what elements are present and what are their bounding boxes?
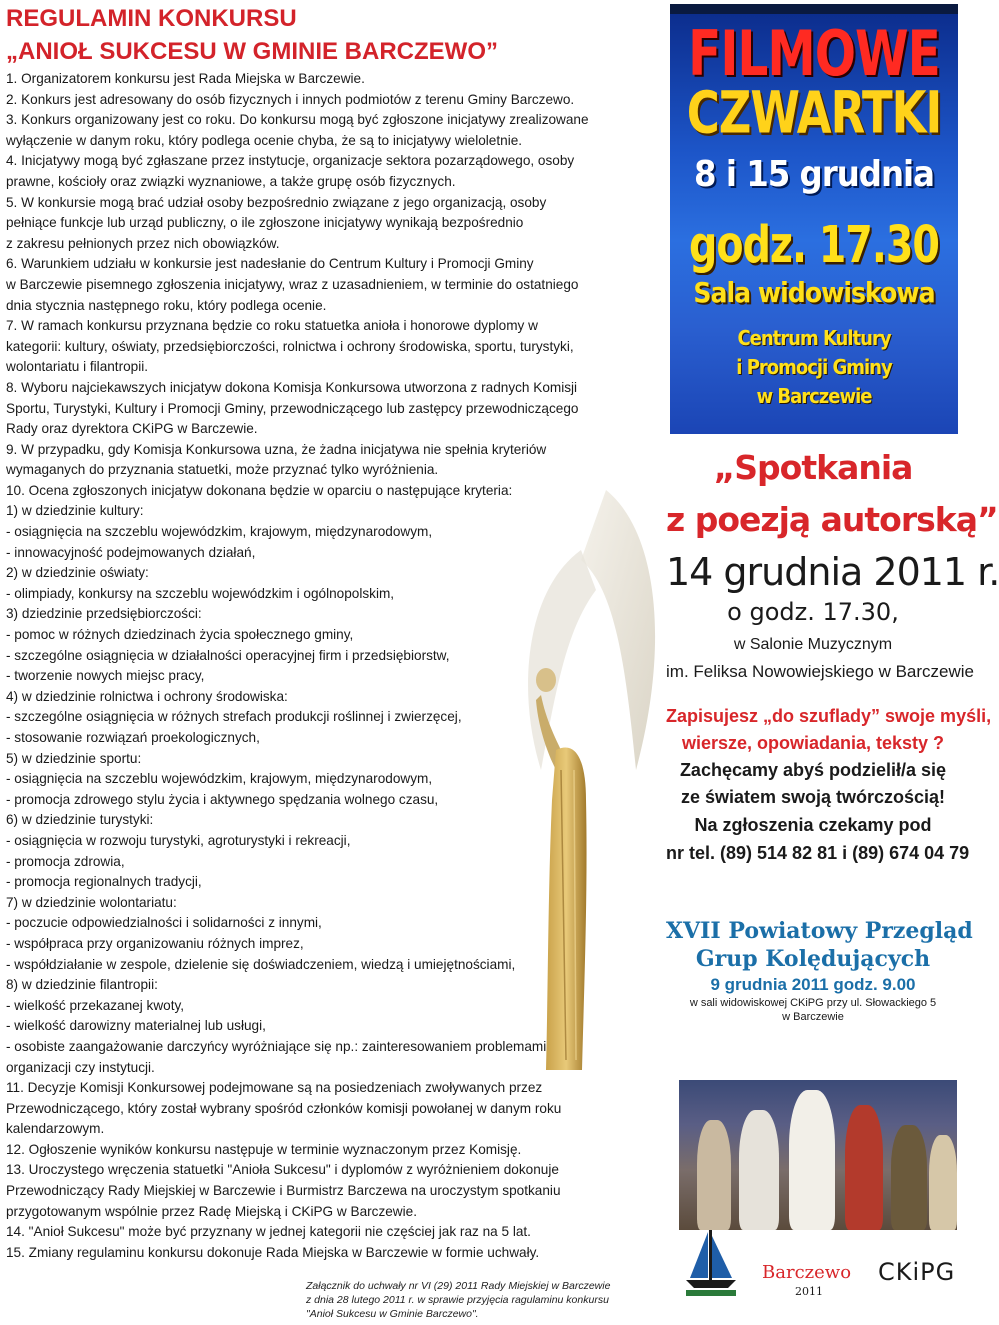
ckipg-logo: CKiPG [878,1258,956,1286]
regulation-line: - współpraca przy organizowaniu różnych imprez, [6,935,304,951]
regulation-line: 4) w dziedzinie rolnictwa i ochrony środowiska: [6,688,288,704]
announcements-column [666,0,999,1325]
regulation-line: - olimpiady, konkursy na szczeblu wojewódzkim i ogólnopolskim, [6,585,395,601]
regulation-line: - poczucie odpowiedzialności i solidarności z innymi, [6,915,322,931]
regulation-line: z zakresu pełnionych przez nich obowiązków. [6,235,280,251]
regulation-line: 8) w dziedzinie filantropii: [6,977,158,993]
carol-review-place-line1: w sali widowiskowej CKiPG przy ul. Słowackiego 5 [689,997,937,1009]
film-thursdays-poster [670,4,958,434]
photo-figure [891,1125,927,1230]
regulation-line: 15. Zmiany regulaminu konkursu dokonuje Rada Miejska w Barczewie w formie uchwały. [6,1244,540,1260]
poetry-place-line1: w Salonie Muzycznym [733,636,893,653]
footnote-line: Załącznik do uchwały nr VI (29) 2011 Rady Miejskiej w Barczewie [306,1280,611,1292]
regulation-line: - osiągnięcia na szczeblu wojewódzkim, krajowym, międzynarodowym, [6,771,433,787]
regulation-line: - współdziałanie w zespole, dzielenie się doświadczeniem, wiedzą i umiejętnościami, [6,956,516,972]
regulation-line: 1. Organizatorem konkursu jest Rada Miejska w Barczewie. [6,71,365,86]
regulation-line: 4. Inicjatywy mogą być zgłaszane przez instytucje, organizacje sektora pozarządowego, osoby [6,153,575,169]
regulation-line: 7) w dziedzinie wolontariatu: [6,894,177,910]
regulation-line: 3) dziedzinie przedsiębiorczości: [6,606,202,622]
poster-title-line1: FILMOWE [688,17,940,90]
photo-figure [739,1110,779,1230]
regulation-line: Przewodniczący Rady Miejskiej w Barczewie i Burmistrz Barczewa na uroczystym spotkaniu [6,1183,561,1199]
regulation-line: 7. W ramach konkursu przyznana będzie co roku statuetka anioła i honorowe dyplomy w [6,318,538,334]
regulation-line: kalendarzowym. [6,1121,105,1137]
regulation-line: Przewodniczącego, który został wybrany spośród członków komisji powołanej w danym roku [6,1100,562,1116]
footnote-line: "Anioł Sukcesu w Gminie Barczewo". [306,1308,479,1320]
regulation-line: wolontariatu i filantropii. [6,359,149,375]
photo-figure [789,1090,835,1230]
regulation-line: - osiągnięcia na szczeblu wojewódzkim, krajowym, międzynarodowym, [6,524,433,540]
poetry-phone: nr tel. (89) 514 82 81 i (89) 674 04 79 [666,843,970,863]
carol-review-place-line2: w Barczewie [782,1011,844,1023]
poster-hall: Sala widowiskowa [693,276,935,309]
regulation-line: wyłączenie w danym roku, który podlega ocenie chyba, że są to inicjatywy wieloletnie. [6,132,523,148]
photo-figure [845,1105,883,1230]
poetry-date: 14 grudnia 2011 r. [666,550,999,594]
regulation-line: 3. Konkurs organizowany jest co roku. Do konkursu mogą być zgłoszone inicjatywy zrealizowane [6,112,589,128]
carol-review-title-line2: Grup Kolędujących [695,946,931,972]
carol-review-title-line1: XVII Powiatowy Przegląd [666,918,973,944]
barczewo-ship-logo [682,1228,740,1298]
regulation-line: 13. Uroczystego wręczenia statuetki "Anioła Sukcesu" i dyplomów z wyróżnieniem dokonuje [6,1162,559,1178]
regulation-line: Rady oraz dyrektora CKiPG w Barczewie. [6,421,258,437]
poster-time: godz. 17.30 [689,216,939,275]
photo-figure [929,1135,957,1230]
resolution-footnote [306,1279,646,1321]
regulation-line: 6. Warunkiem udziału w konkursie jest nadesłanie do Centrum Kultury i Promocji Gminy [6,256,534,272]
regulation-line: 10. Ocena zgłoszonych inicjatyw dokonana będzie w oparciu o następujące kryteria: [6,482,513,498]
regulation-line: - pomoc w różnych dziedzinach życia społecznego gminy, [6,627,354,643]
poetry-title-line2: z poezją autorską” [666,500,998,539]
regulation-line: 8. Wyboru najciekawszych inicjatyw dokona Komisja Konkursowa utworzona z radnych Komisji [6,379,578,395]
poetry-invite-line2: wiersze, opowiadania, teksty ? [681,733,945,753]
poster-organizer-line1: Centrum Kultury [737,326,891,350]
poetry-invite-line4: ze światem swoją twórczością! [680,787,946,807]
regulation-line: - szczególne osiągnięcia w różnych strefach produkcji roślinnej i zwierzęcej, [6,709,462,725]
poster-organizer-line3: w Barczewie [756,384,872,408]
regulation-line: - promocja zdrowego stylu życia i aktywnego spędzania wolnego czasu, [6,791,439,807]
poetry-place-line2: im. Feliksa Nowowiejskiego w Barczewie [666,662,974,681]
poetry-invite-line1: Zapisujesz „do szuflady” swoje myśli, [666,706,992,726]
footnote-line: z dnia 28 lutego 2011 r. w sprawie przyjęcia ragulaminu konkursu [306,1294,609,1306]
regulation-line: - wielkość przekazanej kwoty, [6,997,185,1013]
regulation-line: - osobiste zaangażowanie darczyńcy wyróżniające się np.: zainteresowaniem problemami [6,1038,547,1054]
regulation-line: 1) w dziedzinie kultury: [6,503,144,519]
regulation-line: - stosowanie rozwiązań proekologicznych, [6,730,260,745]
poster-organizer-line2: i Promocji Gminy [736,355,892,379]
regulation-line: dnia stycznia następnego roku, który podlega ocenie. [6,297,327,313]
regulation-line: - osiągnięcia w rozwoju turystyki, agroturystyki i rekreacji, [6,832,351,848]
barczewo-logo-year: 2011 [795,1285,823,1298]
carolers-photo [679,1080,957,1230]
regulation-line: Sportu, Turystyki, Kultury i Promocji Gminy, przewodniczącego lub zastępcy przewodniczącego [6,400,579,416]
photo-figure [697,1120,731,1230]
regulation-line: prawne, kościoły oraz związki wyznaniowe, a także grupę osób fizycznych. [6,173,456,189]
regulation-line: 2. Konkurs jest adresowany do osób fizycznych i innych podmiotów z terenu Gminy Barczewo. [6,91,575,107]
regulation-line: - wielkość darowizny materialnej lub usługi, [6,1018,266,1034]
regulation-line: - promocja zdrowia, [6,853,125,869]
regulation-line: przygotowanym wspólnie przez Radę Miejską i CKiPG w Barczewie. [6,1203,417,1219]
regulation-line: 11. Decyzje Komisji Konkursowej podejmowane są na posiedzeniach zwoływanych przez [6,1080,543,1096]
regulation-line: 2) w dziedzinie oświaty: [6,565,149,581]
regulations-list [6,69,661,1263]
regulation-line: - szczególne osiągnięcia w działalności operacyjnej firm i przedsiębiorstw, [6,647,450,663]
regulation-line: w Barczewie pisemnego zgłoszenia inicjatywy, wraz z uzasadnieniem, w terminie do ostatniego [6,276,579,292]
regulation-line: 9. W przypadku, gdy Komisja Konkursowa uzna, że żadna inicjatywa nie spełnia kryteriów [6,441,547,457]
regulation-line: 14. "Anioł Sukcesu" może być przyznany w jednej kategorii nie częściej jak raz na 5 lat. [6,1224,531,1240]
regulation-line: - tworzenie nowych miejsc pracy, [6,668,205,684]
regulation-line: 6) w dziedzinie turystyki: [6,812,154,828]
contest-name: „ANIOŁ SUKCESU W GMINIE BARCZEWO” [6,38,498,65]
regulation-line: 5) w dziedzinie sportu: [6,750,142,766]
regulation-line: wymaganych do przyznania statuetki, może przyznać tylko wyróżnienia. [6,462,439,478]
film-strip-decoration [670,4,958,14]
regulation-line: 12. Ogłoszenie wyników konkursu następuje w terminie wyznaczonym przez Komisję. [6,1141,522,1157]
poetry-invite-line5: Na zgłoszenia czekamy pod [694,815,932,835]
poster-title-line2: CZWARTKI [686,79,942,147]
poster-dates: 8 i 15 grudnia [694,154,934,195]
regulation-line: pełniące funkcje lub urząd publiczny, o ile zgłoszone inicjatywy wynikają bezpośrednio [6,215,524,231]
poetry-time: o godz. 17.30, [727,598,899,626]
carol-review-date: 9 grudnia 2011 godz. 9.00 [710,975,916,994]
regulations-title: REGULAMIN KONKURSU [6,5,297,32]
poetry-title-line1: „Spotkania [713,448,913,487]
regulation-line: 5. W konkursie mogą brać udział osoby bezpośrednio związane z jego organizacją, osoby [6,194,547,210]
regulation-line: - promocja regionalnych tradycji, [6,874,202,890]
regulation-line: - innowacyjność podejmowanych działań, [6,544,256,560]
regulation-line: kategorii: kultury, oświaty, przedsiębiorczości, rolnictwa i ochrony środowiska, sportu, turystyki, [6,338,574,354]
regulation-line: organizacji czy instytucji. [6,1059,155,1075]
barczewo-logo-text: Barczewo [762,1262,852,1283]
poetry-invite-line3: Zachęcamy abyś podzielił/a się [679,760,947,780]
